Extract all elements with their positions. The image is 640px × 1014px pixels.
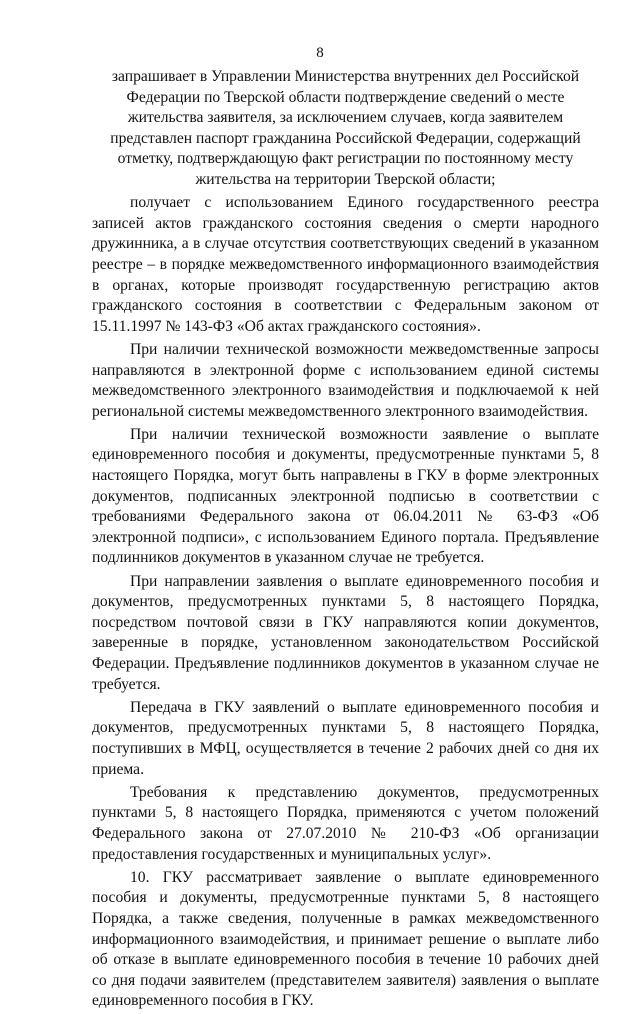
paragraph-electronic-requests: При наличии технической возможности межведомственные запросы направляются в электронной форме с использованием единой системы межведомственного электронного взаимодействия и подключаемой к ней региональной системы межведомственного электронного взаимодействия. bbox=[92, 340, 599, 420]
paragraph-item-10: 10. ГКУ рассматривает заявление о выплате единовременного пособия и документы, предусмотренные пунктами 5, 8 настоящего Порядка, а также сведения, полученные в рамках межведомственного информационного взаимодействия, и принимает решение о выплате либо об отказе в выплате единовременного пособия в течение 10 рабочих дней со дня подачи заявителем (представителем заявителя) заявления о выплате единовременного пособия в ГКУ. bbox=[92, 868, 599, 1010]
paragraph-document-requirements: Требования к представлению документов, предусмотренных пунктами 5, 8 настоящего Порядка, применяются с учетом положений Федерального закона от 27.07.2010 № 210-ФЗ «Об организации предоставления государственных и муниципальных услуг». bbox=[92, 783, 599, 863]
paragraph-electronic-application: При наличии технической возможности заявление о выплате единовременного пособия и документы, предусмотренные пунктами 5, 8 настоящего Порядка, могут быть направлены в ГКУ в форме электронных документов, подписанных электронной подписью в соответствии с требованиями Федерального закона от 06.04.2011 № 63-ФЗ «Об электронной подписи», с использованием Единого портала. Предъявление подлинников документов в указанном случае не требуется. bbox=[92, 425, 599, 567]
document-body bbox=[92, 67, 599, 1014]
page-number: 8 bbox=[316, 45, 324, 61]
paragraph-mfc-transfer: Передача в ГКУ заявлений о выплате единовременного пособия и документов, предусмотренных пунктами 5, 8 настоящего Порядка, поступивших в МФЦ, осуществляется в течение 2 рабочих дней со дня их приема. bbox=[92, 698, 599, 778]
paragraph-civil-registry: получает с использованием Единого государственного реестра записей актов гражданского состояния сведения о смерти народного дружинника, а в случае отсутствия соответствующих сведений в указанном реестре – в порядке межведомственного информационного взаимодействия в органах, которые производят государственную регистрацию актов гражданского состояния в соответствии с Федеральным законом от 15.11.1997 № 143-ФЗ «Об актах гражданского состояния». bbox=[92, 194, 599, 335]
paragraph-postal-application: При направлении заявления о выплате единовременного пособия и документов, предусмотренных пунктами 5, 8 настоящего Порядка, посредством почтовой связи в ГКУ направляются копии документов, заверенные в порядке, установленном законодательством Российской Федерации. Предъявление подлинников документов в указанном случае не требуется. bbox=[92, 572, 599, 693]
paragraph-continuation: запрашивает в Управлении Министерства внутренних дел Российской Федерации по Тверской области подтверждение сведений о месте жительства заявителя, за исключением случаев, когда заявителем представлен паспорт гражданина Российской Федерации, содержащий отметку, подтверждающую факт регистрации по постоянному месту жительства на территории Тверской области; bbox=[110, 68, 581, 188]
